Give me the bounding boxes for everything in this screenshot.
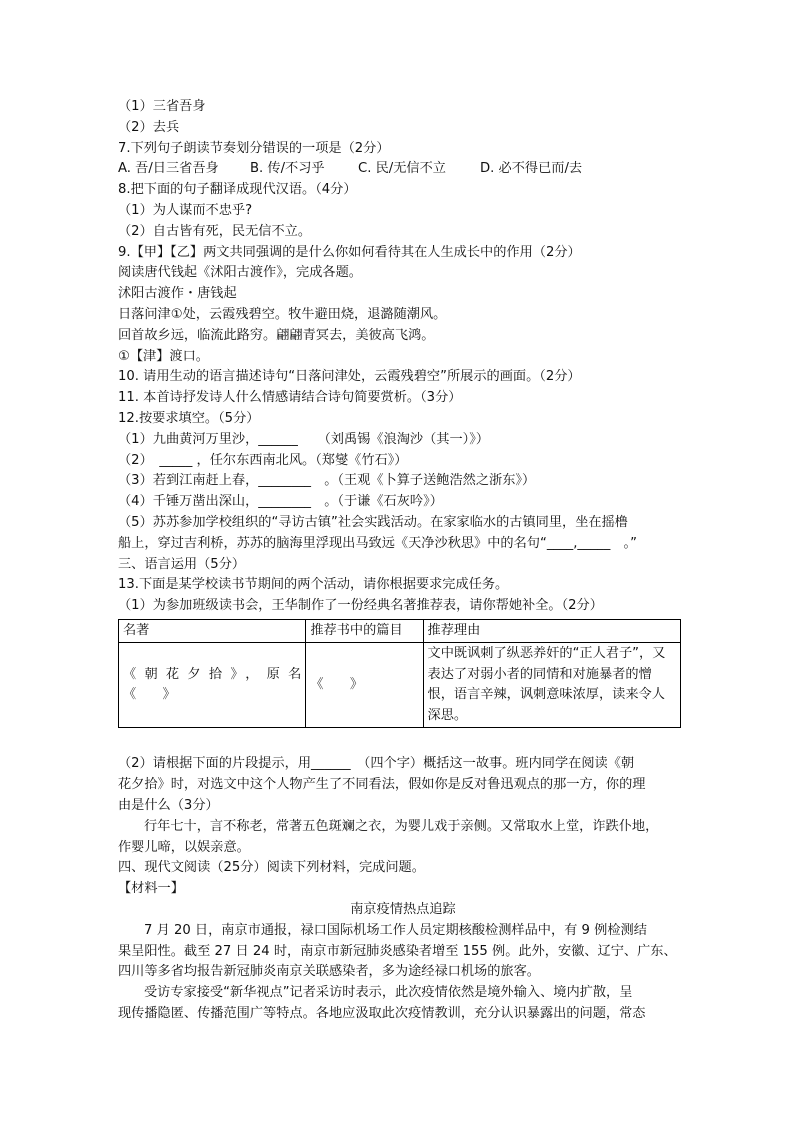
article-paragraph: 7 月 20 日，南京市通报，禄口国际机场工作人员定期核酸检测样品中，有 9 例检测结 <box>144 922 647 938</box>
poem-title: 沭阳古渡作・唐钱起 <box>118 286 237 302</box>
article-paragraph-cont: 四川等多省均报告新冠肺炎南京关联感染者，多为途经禄口机场的旅客。 <box>118 964 540 980</box>
table-header: 推荐理由 <box>423 619 680 643</box>
question-12-item: （4）千锤万凿出深山，________ 。（于谦《石灰吟》） <box>118 494 443 510</box>
reading-instruction: 阅读唐代钱起《沭阳古渡作》，完成各题。 <box>118 265 362 281</box>
answer-line: （1）三省吾身 <box>118 99 206 114</box>
question-12-item: （3）若到江南赶上春，________ 。（王观《卜算子送鲍浩然之浙东》） <box>118 473 536 489</box>
article-title: 南京疫情热点追踪 <box>350 902 456 917</box>
option-a: A. 吾/日三省吾身 <box>118 161 219 177</box>
question-13-item-cont: 由是什么（3分） <box>118 798 219 814</box>
option-d: D. 必不得已而/去 <box>480 161 583 177</box>
question-12-item-cont: 船上，穿过吉利桥，苏苏的脑海里浮现出马致远《天净沙秋思》中的名句“____,_____ 。” <box>118 535 637 551</box>
question-13-item-cont: 花夕拾》时，对选文中这个人物产生了不同看法，假如你是反对鲁迅观点的那一方，你的理 <box>118 777 646 793</box>
table-header-row <box>119 619 681 643</box>
table-header: 名著 <box>119 619 306 643</box>
chapter-cell: 《 》 <box>306 643 423 728</box>
question-13-item: （2）请根据下面的片段提示，用______ （四个字）概括这一故事。班内同学在阅读《朝 <box>118 756 635 772</box>
exam-page <box>118 97 688 1025</box>
article-paragraph-cont: 现传播隐匿、传播范围广等特点。各地应汲取此次疫情教训，充分认识暴露出的问题，常态 <box>118 1005 646 1021</box>
book-original-name: 《 》 <box>123 687 176 703</box>
reason-cell: 文中既讽刺了纵恶养奸的“正人君子”，又表达了对弱小者的同情和对施暴者的憎恨，语言辛辣，讽刺意味浓厚，读来令人深思。 <box>423 643 680 728</box>
question-7: 7.下列句子朗读节奏划分错误的一项是（2分） <box>118 140 390 156</box>
question-12-item: （2） _____ ，任尔东西南北风。（郑燮《竹石》） <box>118 452 408 468</box>
article-paragraph: 受访专家接受“新华视点”记者采访时表示，此次疫情依然是境外输入、境内扩散，呈 <box>144 985 633 1001</box>
question-7-options <box>118 159 688 180</box>
question-8-item: （2）自古皆有死，民无信不立。 <box>118 223 312 239</box>
question-8-item: （1）为人谋而不忠乎? <box>118 202 253 218</box>
question-10: 10. 请用生动的语言描述诗句“日落问津处，云霞残碧空”所展示的画面。（2分） <box>118 369 581 385</box>
question-12: 12.按要求填空。（5分） <box>118 410 260 426</box>
poem-line: 回首故乡远，临流此路穷。翩翩青冥去，美彼高飞鸿。 <box>118 327 435 343</box>
question-8: 8.把下面的句子翻译成现代汉语。（4分） <box>118 182 357 198</box>
option-c: C. 民/无信不立 <box>358 161 446 177</box>
table-header: 推荐书中的篇目 <box>306 619 423 643</box>
question-11: 11. 本首诗抒发诗人什么情感请结合诗句简要赏析。（3分） <box>118 390 462 406</box>
poem-line: 日落问津①处，云霞残碧空。牧牛避田烧，退潞随潮风。 <box>118 306 447 322</box>
section-heading: 三、语言运用（5分） <box>118 556 246 572</box>
question-13-item: （1）为参加班级读书会，王华制作了一份经典名著推荐表，请你帮她补全。（2分） <box>118 598 603 614</box>
story-excerpt-cont: 作婴儿啼，以娱亲意。 <box>118 839 250 855</box>
book-cell <box>119 643 306 728</box>
book-name: 《朝花夕拾》，原名 <box>123 666 302 682</box>
question-13: 13.下面是某学校读书节期间的两个活动，请你根据要求完成任务。 <box>118 577 509 593</box>
poem-note: ①【津】渡口。 <box>118 348 209 364</box>
article-paragraph-cont: 果呈阳性。截至 27 日 24 时，南京市新冠肺炎感染者增至 155 例。此外，安徽、辽宁、广东、 <box>118 943 677 959</box>
material-label: 【材料一】 <box>118 881 184 897</box>
question-12-item: （5）苏苏参加学校组织的“寻访古镇”社会实践活动。在家家临水的古镇同里，坐在摇橹 <box>118 514 628 530</box>
answer-line: （2）去兵 <box>118 119 180 135</box>
question-12-item: （1）九曲黄河万里沙，______ （刘禹锡《浪淘沙（其一）》） <box>118 431 490 447</box>
section-heading: 四、现代文阅读（25分）阅读下列材料，完成问题。 <box>118 860 425 876</box>
recommendation-table <box>118 619 681 729</box>
question-9: 9.【甲】【乙】两文共同强调的是什么你如何看待其在人生成长中的作用（2分） <box>118 244 581 260</box>
story-excerpt: 行年七十，言不称老，常著五色斑斓之衣，为婴儿戏于亲侧。又常取水上堂，诈跌仆地， <box>144 818 659 834</box>
option-b: B. 传/不习乎 <box>250 161 325 177</box>
table-row <box>119 643 681 728</box>
